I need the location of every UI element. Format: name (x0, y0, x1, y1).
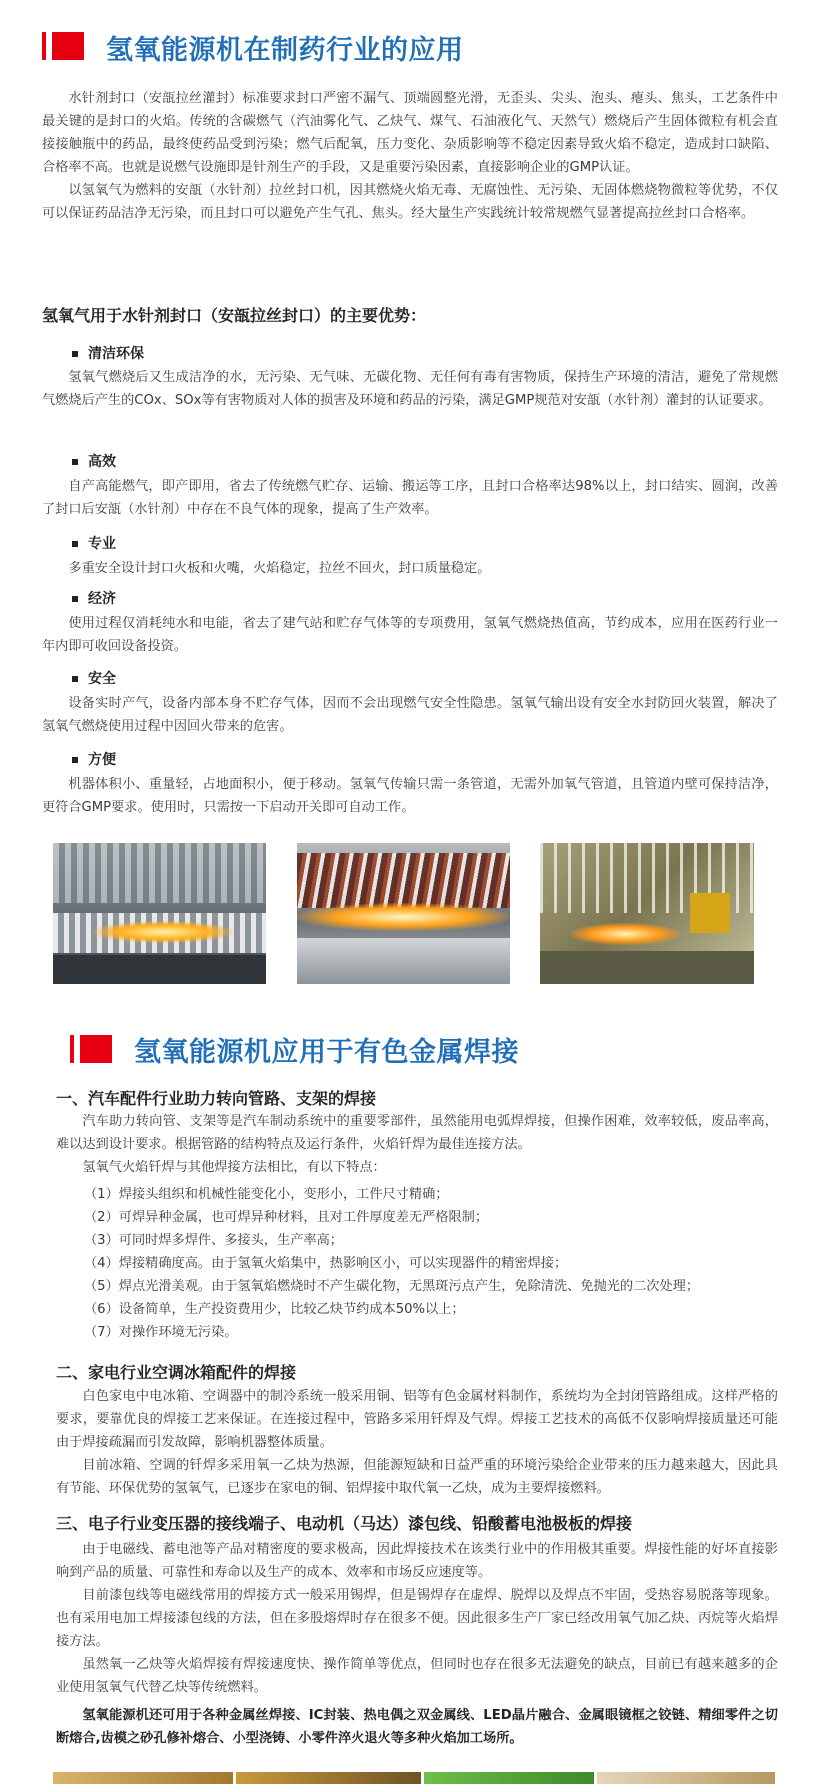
feature-line: （5）焊点光滑美观。由于氢氧焰燃烧时不产生碳化物，无黑斑污点产生，免除清洗、免抛光的二次处理； (84, 1279, 700, 1294)
welding-photo-3 (424, 1772, 594, 1784)
electronics-paragraphs: 由于电磁线、蓄电池等产品对精密度的要求极高，因此焊接技术在该类行业中的作用极其重要。焊接性能的好坏直接影响到产品的质量、可靠性和寿命以及生产的成本、效率和市场反应速度等。 目前漆包线等电磁线常用的焊接方式一般采用锡焊，但是锡焊存在虚焊、脱焊以及焊点不牢固，受热容易脱落等现象。也有采用电加工焊接漆包线的方法，但在多股熔焊时存在很多不便。因此很多生产厂家已经改用氧气加乙炔、丙烷等火焰焊接方法。 虽然氧一乙炔等火焰焊接有焊接速度快、操作简单等优点，但同时也存在很多无法避免的缺点，目前已有越来越多的企业使用氢氧气代替乙炔等传统燃料。 (56, 1542, 778, 1695)
advantage-text: 机器体积小、重量轻，占地面积小，便于移动。氢氧气传输只需一条管道，无需外加氧气管道，且管道内壁可保持洁净，更符合GMP要求。使用时，只需按一下启动开关即可自动工作。 (42, 777, 778, 815)
section2-title-marker (70, 1035, 112, 1063)
feature-line: （4）焊接精确度高。由于氢氧火焰集中，热影响区小，可以实现器件的精密焊接； (84, 1256, 568, 1271)
advantage-text: 多重安全设计封口火板和火嘴，火焰稳定，拉丝不回火，封口质量稳定。 (68, 561, 491, 576)
intro-paragraph: 水针剂封口（安瓿拉丝灌封）标准要求封口严密不漏气、顶端圆整光滑，无歪头、尖头、泡头、瘪头、焦头，工艺条件中最关键的是封口的火焰。传统的含碳燃气（汽油雾化气、乙炔气、煤气、石油液化气、天然气）燃烧后产生固体微粒有机会直接接触瓶中的药品，最终使药品受到污染；燃气后配氧，压力变化、杂质影响等不稳定因素导致火焰不稳定，造成封口缺陷、合格率不高。也就是说燃气设施即是针剂生产的手段，又是重要污染因素，直接影响企业的GMP认证。 (42, 91, 778, 175)
feature-line: （3）可同时焊多焊件、多接头，生产率高； (84, 1233, 343, 1248)
advantage-label: 方便 (72, 749, 116, 769)
advantage-text: 自产高能燃气，即产即用，省去了传统燃气贮存、运输、搬运等工序，且封口合格率达98%以上，封口结实、圆润，改善了封口后安瓿（水针剂）中存在不良气体的现象，提高了生产效率。 (42, 479, 778, 517)
ampoule-machine-photo-2 (297, 843, 510, 984)
heading-appliance: 二、家电行业空调冰箱配件的焊接 (56, 1363, 297, 1382)
welding-photo-2 (236, 1772, 421, 1784)
advantage-label: 高效 (72, 451, 116, 471)
section1-intro (42, 87, 778, 225)
advantage-text: 设备实时产气，设备内部本身不贮存气体，因而不会出现燃气安全性隐患。氢氧气输出设有安全水封防回火装置，解决了氢氧气燃烧使用过程中因回火带来的危害。 (42, 696, 778, 734)
advantage-label: 清洁环保 (72, 343, 144, 363)
advantages-title: 氢氧气用于水针剂封口（安瓿拉丝封口）的主要优势： (42, 306, 427, 325)
feature-line: （2）可焊异种金属，也可焊异种材料，且对工件厚度差无严格限制； (84, 1210, 489, 1225)
advantage-label: 安全 (72, 668, 116, 688)
advantage-text: 使用过程仅消耗纯水和电能，省去了建气站和贮存气体等的专项费用，氢氧气燃烧热值高，节约成本，应用在医药行业一年内即可收回设备投资。 (42, 616, 778, 654)
heading-electronics: 三、电子行业变压器的接线端子、电动机（马达）漆包线、铅酸蓄电池极板的焊接 (56, 1514, 633, 1533)
welding-photo-4 (597, 1772, 775, 1784)
appliance-paragraphs: 白色家电中电冰箱、空调器中的制冷系统一般采用铜、铝等有色金属材料制作，系统均为全封闭管路组成。这样严格的要求，要靠优良的焊接工艺来保证。在连接过程中，管路多采用钎焊及气焊。焊接工艺技术的高低不仅影响焊接质量还可能由于焊接疏漏而引发故障，影响机器整体质量。 目前冰箱、空调的钎焊多采用氧一乙炔为热源，但能源短缺和日益严重的环境污染给企业带来的压力越来越大，因此具有节能、环保优势的氢氧气，已逐步在家电的铜、铝焊接中取代氧一乙炔，成为主要焊接燃料。 (56, 1389, 778, 1496)
advantage-label: 专业 (72, 533, 116, 553)
welding-photo-1 (53, 1772, 233, 1784)
ampoule-machine-photo-1 (53, 843, 266, 984)
section2-title: 氢氧能源机应用于有色金属焊接 (134, 1037, 519, 1068)
intro-paragraph: 以氢氧气为燃料的安瓿（水针剂）拉丝封口机，因其燃烧火焰无毒、无腐蚀性、无污染、无固体燃烧物微粒等优势，不仅可以保证药品洁净无污染，而且封口可以避免产生气孔、焦头。经大量生产实践统计较常规燃气显著提高拉丝封口合格率。 (42, 183, 778, 221)
feature-line: （7）对操作环境无污染。 (84, 1325, 238, 1340)
feature-line: （1）焊接头组织和机械性能变化小，变形小，工件尺寸精确； (84, 1187, 449, 1202)
section1-title: 氢氧能源机在制药行业的应用 (106, 35, 464, 66)
section1-title-marker (42, 32, 84, 60)
automotive-paragraphs: 汽车助力转向管、支架等是汽车制动系统中的重要零部件，虽然能用电弧焊焊接，但操作困难，效率较低，废品率高，难以达到设计要求。根据管路的结构特点及运行条件，火焰钎焊为最佳连接方法。 氢氧气火焰钎焊与其他焊接方法相比，有以下特点： (56, 1114, 778, 1175)
feature-line: （6）设备简单，生产投资费用少，比较乙炔节约成本50%以上； (84, 1302, 465, 1317)
heading-automotive: 一、汽车配件行业助力转向管路、支架的焊接 (56, 1089, 377, 1108)
closing-statement: 氢氧能源机还可用于各种金属丝焊接、IC封装、热电偶之双金属线、LED晶片融合、金属眼镜框之铰链、精细零件之切断熔合,齿模之砂孔修补熔合、小型浇铸、小零件淬火退火等多种火焰加工场所。 (56, 1708, 778, 1746)
ampoule-machine-photo-3 (540, 843, 754, 984)
advantage-text: 氢氧气燃烧后又生成洁净的水，无污染、无气味、无碳化物、无任何有毒有害物质，保持生产环境的清洁，避免了常规燃气燃烧后产生的COx、SOx等有害物质对人体的损害及环境和药品的污染，满足GMP规范对安瓿（水针剂）灌封的认证要求。 (42, 370, 778, 408)
advantage-label: 经济 (72, 588, 116, 608)
